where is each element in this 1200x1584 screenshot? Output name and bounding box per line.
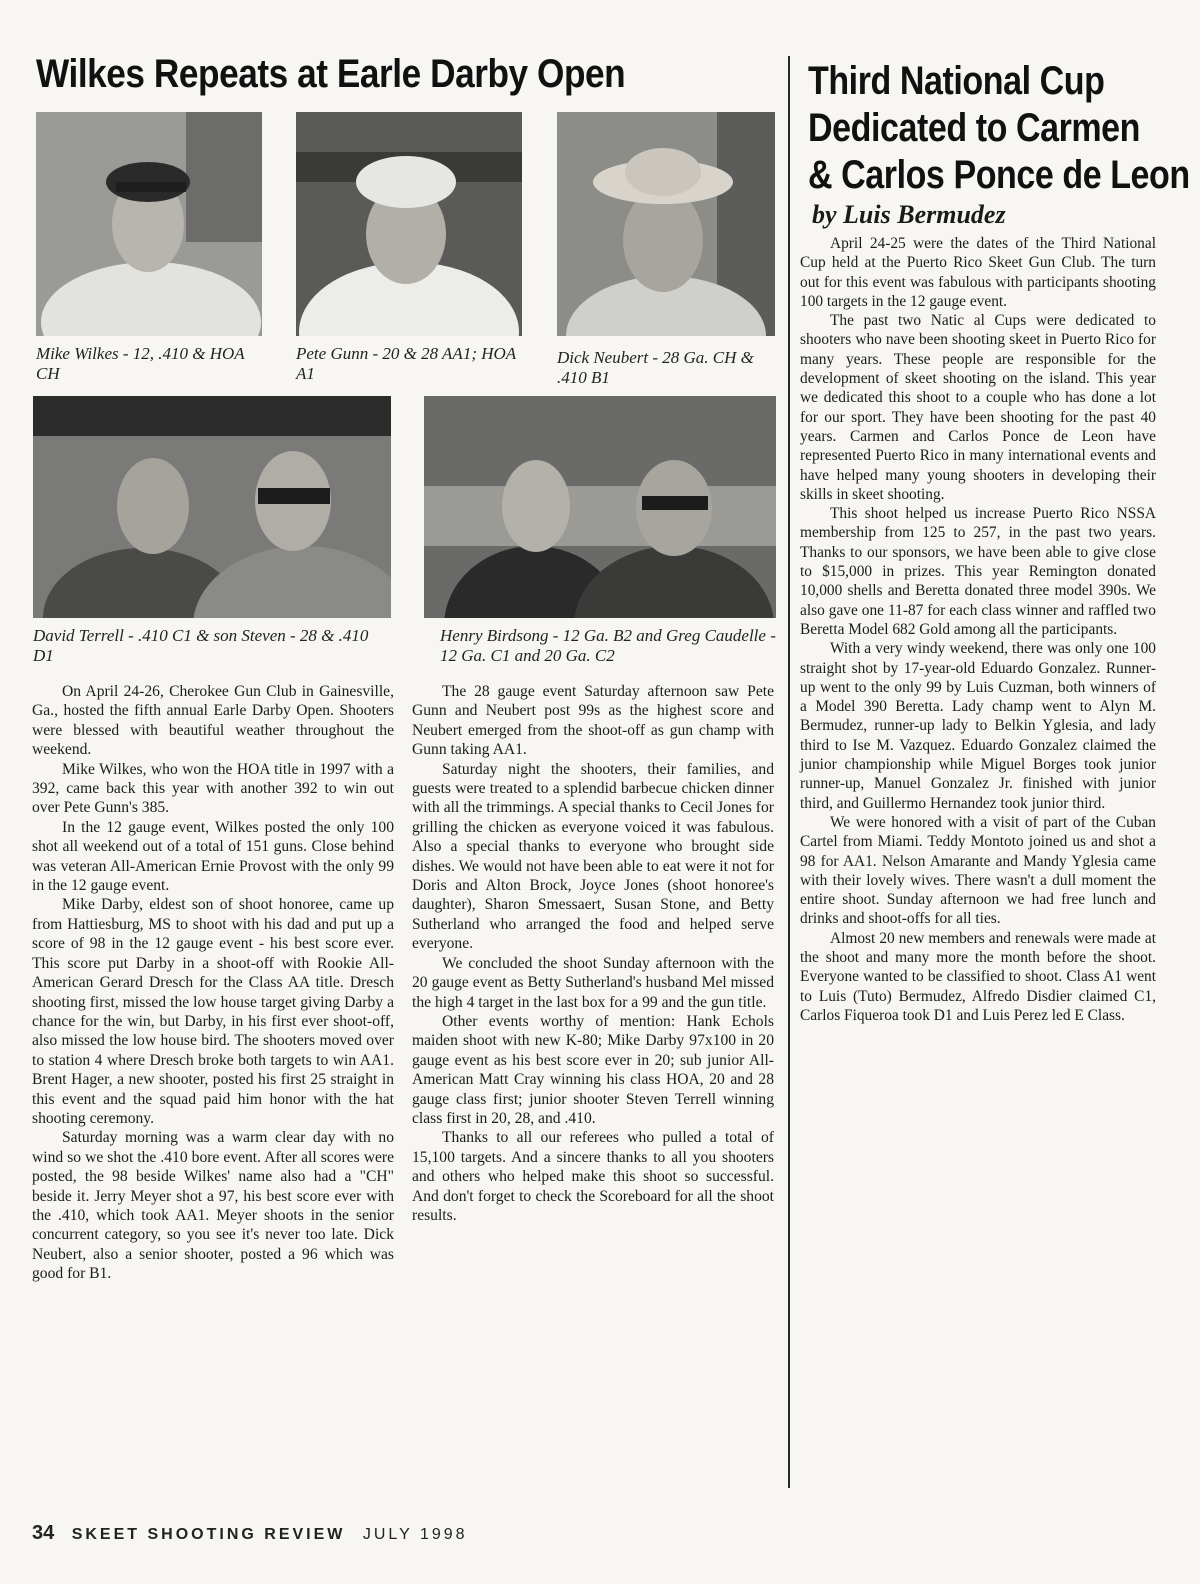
paragraph: The 28 gauge event Saturday afternoon saw Pete Gunn and Neubert post 99s as the highest score and Neubert emerged from the shoot-off as gun champ with Gunn taking AA1.	[412, 683, 774, 759]
issue-date: JULY 1998	[362, 1526, 468, 1543]
page-number: 34	[32, 1522, 55, 1544]
main-article-column-left	[32, 682, 394, 1284]
paragraph: In the 12 gauge event, Wilkes posted the only 100 shot all weekend out of a total of 151 guns. Close behind was veteran All-American Ernie Provost with the only 99 in the 12 gauge event.	[32, 818, 394, 895]
magazine-name: SKEET SHOOTING REVIEW	[71, 1526, 346, 1543]
paragraph: Mike Darby, eldest son of shoot honoree, came up from Hattiesburg, MS to shoot with his dad and put up a score of 98 in the 12 gauge event - his best score ever. This score put Darby in a shoot-off with Rookie All-American Gerard Dresch for the Class AA title. Dresch shooting first, missed the low house target giving Darby a chance for the win, but Darby, in his first ever shoot-off, also missed the low house bird. The shooters moved over to station 4 where Dresch broke both targets to win AA1. Brent Hager, a new shooter, posted his first 25 straight in this event and the squad paid him honor with the hat shooting ceremony.	[32, 896, 394, 1127]
paragraph: We were honored with a visit of part of the Cuban Cartel from Miami. Teddy Montoto joined us and shot a 98 for AA1. Nelson Amarante and Mandy Yglesia came with their lovely wives. There wasn't a dull moment the entire shoot. Sunday afternoon we had free lunch and drinks and shoot-offs for all ties.	[800, 813, 1156, 928]
paragraph: April 24-25 were the dates of the Third National Cup held at the Puerto Rico Skeet Gun Club. The turn out for this event was fabulous with participants shooting 100 targets in the 12 gauge event.	[800, 235, 1156, 310]
main-headline: Wilkes Repeats at Earle Darby Open	[36, 52, 626, 96]
paragraph: This shoot helped us increase Puerto Rico NSSA membership from 125 to 257, in the past two years. Thanks to our sponsors, we have been able to give close to $15,000 in prizes. This year Remington donated 10,000 shells and Beretta donated three model 390s. We also gave one 11-87 for each class winner and raffled two Beretta Model 682 Gold among all the participants.	[800, 505, 1156, 638]
side-headline-line: Dedicated to Carmen	[808, 106, 1141, 150]
column-divider	[788, 56, 790, 1488]
paragraph: We concluded the shoot Sunday afternoon with the 20 gauge event as Betty Sutherland's husband Mel missed the high 4 target in the last box for a 99 and the gun title.	[412, 954, 774, 1011]
main-article-column-middle	[412, 682, 774, 1225]
paragraph: Saturday morning was a warm clear day with no wind so we shot the .410 bore event. After all scores were posted, the 98 beside Wilkes' name also had a "CH" beside it. Jerry Meyer shot a 97, his best score ever with the .410, which took AA1. Meyer shoots in the senior concurrent category, so you see it's never too late. Dick Neubert, also a senior shooter, posted a 96 which was good for B1.	[32, 1129, 394, 1283]
photo-pete-gunn	[296, 112, 522, 336]
side-headline-line: Third National Cup	[808, 59, 1105, 103]
paragraph: On April 24-26, Cherokee Gun Club in Gainesville, Ga., hosted the fifth annual Earle Darby Open. Shooters were blessed with beautiful weather throughout the weekend.	[32, 683, 394, 759]
caption-birdsong-caudelle: Henry Birdsong - 12 Ga. B2 and Greg Caudelle - 12 Ga. C1 and 20 Ga. C2	[440, 626, 776, 665]
paragraph: Almost 20 new members and renewals were made at the shoot and many more the month before the shoot. Everyone wanted to be classified to shoot. Class A1 went to Luis (Tuto) Bermudez, Alfredo Disdier claimed C1, Carlos Fiqueroa took D1 and Luis Perez led E Class.	[800, 929, 1156, 1024]
byline: by Luis Bermudez	[812, 200, 1006, 229]
caption-terrell: David Terrell - .410 C1 & son Steven - 28 & .410 D1	[33, 626, 369, 665]
side-headline-line: & Carlos Ponce de Leon	[808, 153, 1190, 197]
caption-mike-wilkes: Mike Wilkes - 12, .410 & HOA CH	[36, 344, 245, 383]
paragraph: Mike Wilkes, who won the HOA title in 1997 with a 392, came back this year with another 392 to win out over Pete Gunn's 385.	[32, 760, 394, 817]
side-article-column	[800, 234, 1156, 1025]
paragraph: Other events worthy of mention: Hank Echols maiden shoot with new K-80; Mike Darby 97x100 in 20 gauge event as his best score ever in 20; sub junior All-American Matt Cray winning his class HOA, 20 and 28 gauge class first; junior shooter Steven Terrell winning class first in 20, 28, and .410.	[412, 1012, 774, 1127]
paragraph: With a very windy weekend, there was only one 100 straight shot by 17-year-old Eduardo Gonzalez. Runner-up went to the only 99 by Luis Cuzman, both winners of a Model 390 Beretta. Lady champ went to Alyn M. Bermudez, runner-up lady to Belkin Yglesia, and lady third to Ise M. Vazquez. Eduardo Gonzalez claimed the junior championship while Miguel Borges took junior runner-up, Manuel Gonzalez Jr. finished with junior third, and Guillermo Hernandez took junior third.	[800, 640, 1156, 812]
paragraph: Saturday night the shooters, their families, and guests were treated to a splendid barbecue chicken dinner with all the trimmings. A special thanks to Cecil Jones for grilling the chicken as everyone voiced it was fabulous. Also a special thanks to everyone who brought side dishes. We would not have been able to eat were it not for Doris and Alton Brock, Joyce Jones (shoot honoree's daughter), Sharon Smessaert, Susan Stone, and Betty Sutherland who arranged the food and helped serve everyone.	[412, 760, 774, 953]
photo-terrell-father-son	[33, 396, 391, 618]
photo-mike-wilkes	[36, 112, 262, 336]
side-headline	[808, 58, 1190, 199]
caption-dick-neubert: Dick Neubert - 28 Ga. CH & .410 B1	[557, 348, 754, 387]
paragraph: Thanks to all our referees who pulled a total of 15,100 targets. And a sincere thanks to all you shooters and others who helped make this shoot so successful. And don't forget to check the Scoreboard for all the shoot results.	[412, 1129, 774, 1224]
photo-dick-neubert	[557, 112, 775, 336]
paragraph: The past two Natic al Cups were dedicated to shooters who nave been shooting skeet in Puerto Rico for many years. These people are responsible for the development of skeet shooting on the island. This year we dedicated this shoot to a couple who has done a lot for our sport. They have been shooting for the past 40 years. Carmen and Carlos Ponce de Leon have represented Puerto Rico in many international events and have helped many young shooters in developing their skills in skeet shooting.	[800, 312, 1156, 503]
photo-birdsong-caudelle	[424, 396, 776, 618]
caption-pete-gunn: Pete Gunn - 20 & 28 AA1; HOA A1	[296, 344, 516, 383]
page-footer	[32, 1522, 468, 1545]
